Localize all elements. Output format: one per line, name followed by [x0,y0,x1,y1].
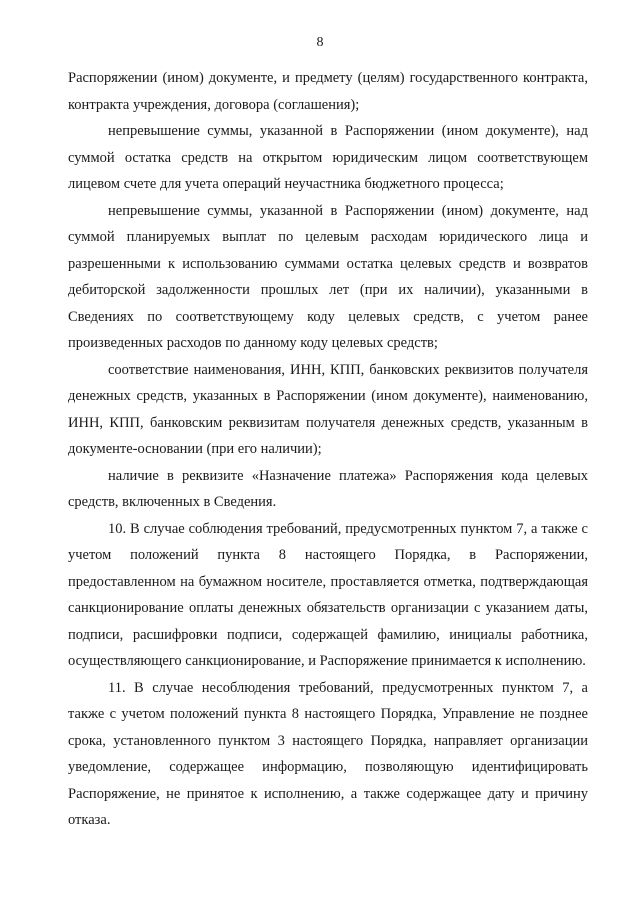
paragraph-continuation: Распоряжении (ином) документе, и предмету (целям) государственного контракта, контракта учреждения, договора (соглашения); [68,70,588,113]
document-body [68,65,588,834]
paragraph-recipient-details-check: соответствие наименования, ИНН, КПП, банковских реквизитов получателя денежных средств, указанных в Распоряжении (ином документе), наименованию, ИНН, КПП, банковским реквизитам получателя денежных средств, указанным в документе-основании (при его наличии); [68,361,588,457]
paragraph-item-10: 10. В случае соблюдения требований, предусмотренных пунктом 7, а также с учетом положений пункта 8 настоящего Порядка, в Распоряжении, предоставленном на бумажном носителе, проставляется отметка, подтверждающая санкционирование оплаты денежных обязательств организации с указанием даты, подписи, расшифровки подписи, содержащей фамилию, инициалы работника, осуществляющего санкционирование, и Распоряжение принимается к исполнению. [68,520,588,669]
page-number: 8 [316,35,324,50]
paragraph-item-11: 11. В случае несоблюдения требований, предусмотренных пунктом 7, а также с учетом положений пункта 8 настоящего Порядка, Управление не позднее срока, установленного пунктом 3 настоящего Порядка, направляет организации уведомление, содержащее информацию, позволяющую идентифицировать Распоряжение, не принятое к исполнению, а также содержащее дату и причину отказа. [68,679,588,828]
paragraph-balance-check: непревышение суммы, указанной в Распоряжении (ином документе), над суммой остатка средств на открытом юридическим лицом соответствующем лицевом счете для учета операций неучастника бюджетного процесса; [68,123,588,192]
paragraph-planned-payments-check: непревышение суммы, указанной в Распоряжении (ином) документе, над суммой планируемых выплат по целевым расходам юридического лица и разрешенными к использованию суммами остатка целевых средств и возвратов дебиторской задолженности прошлых лет (при их наличии), указанными в Сведениях по соответствующему коду целевых средств, с учетом ранее произведенных расходов по данному коду целевых средств; [68,202,588,351]
paragraph-payment-purpose-check: наличие в реквизите «Назначение платежа» Распоряжения кода целевых средств, включенных в Сведения. [68,467,588,510]
